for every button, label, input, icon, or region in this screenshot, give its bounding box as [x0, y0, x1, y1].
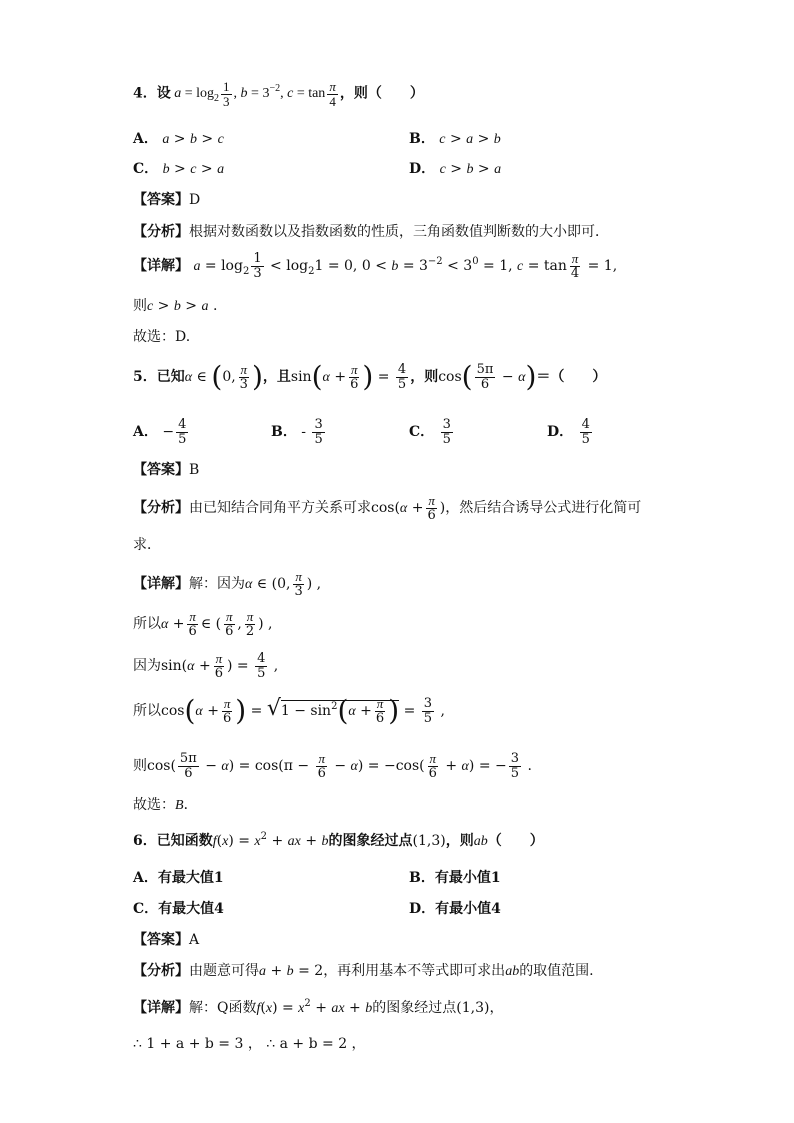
q5-analysis: 【分析】由已知结合同角平方关系可求cos(α + $\frac{\pi}{6}$ )，然后结合诱导公式进行化简可: [133, 493, 642, 523]
q5-option-d: D． $\frac{4}{5}$: [547, 417, 590, 447]
q4-answer: 【答案】D: [133, 192, 201, 208]
q4-option-a: A． a > b > c: [133, 131, 224, 147]
q5-step1: 所以α + $\frac{\pi}{6}$ ∈ ( $\frac{\pi}{6}$ , $\frac{\pi}{2}$ ) ,: [133, 609, 273, 639]
q6-detail: 【详解】解：Q函数$f(x) = x^2$ + ax + b的图象经过点(1,3)，: [133, 998, 504, 1016]
q4-analysis: 【分析】根据对数函数以及指数函数的性质，三角函数值判断数的大小即可．: [133, 224, 609, 240]
q5-stem: 5．已知α ∈ (0, $\frac{\pi}{3}$ )，且sin(α + $\frac{\pi}{6}$ ) = $\frac{4}{5}$ ，则cos( $\frac{5\pi}{6}$ − α)＝（ ）: [133, 360, 607, 394]
q5-analysis-line2: 求．: [133, 537, 161, 553]
q4-option-b: B． c > a > b: [409, 131, 501, 147]
q4-option-d: D． c > b > a: [409, 161, 502, 177]
q5-option-a: A． − $\frac{4}{5}$: [133, 417, 187, 447]
q6-option-c: C．有最大值4: [133, 901, 224, 917]
q5-step4: 则cos( $\frac{5\pi}{6}$ − α) = cos(π − $\frac{\pi}{6}$ − α) = −cos( $\frac{\pi}{6}$ + α) = − $\frac{3}{5}$ .: [133, 751, 532, 781]
q4-detail: 【详解】 $a = \log_2$ $\frac{1}{3}$ < $\log_21 = 0$, $0 < b = 3^{-2} < 3^0 = 1$, c = tan $\frac{\pi}{4}$ = 1,: [133, 251, 618, 281]
q6-option-b: B．有最小值1: [409, 870, 501, 886]
q6-analysis: 【分析】由题意可得a + b = 2，再利用基本不等式即可求出ab的取值范围.: [133, 963, 594, 979]
q6-stem: 6．已知函数$f(x) = x^2$ + ax + b的图象经过点(1,3)，则ab（ ）: [133, 831, 544, 849]
q5-option-b: B． - $\frac{3}{5}$: [271, 417, 323, 447]
q4-choose: 故选：D.: [133, 329, 191, 345]
q4-stem: 4．设 $a = \log_2$ $\frac{1}{3}$ , $b = 3^{-2}$, c = tan $\frac{\pi}{4}$ ，则（ ）: [133, 79, 424, 109]
q5-answer: 【答案】B: [133, 462, 200, 478]
q6-option-a: A．有最大值1: [133, 870, 224, 886]
q5-step3: 所以cos(α + $\frac{\pi}{6}$ ) = $√1 - \sin^2(\alpha$ + $\frac{\pi}{6}$ ) = $\frac{3}{5}$ ,: [133, 694, 445, 727]
q5-option-c: C． $\frac{3}{5}$: [409, 417, 451, 447]
q4-option-c: C． b > c > a: [133, 161, 225, 177]
q6-option-d: D．有最小值4: [409, 901, 501, 917]
q5-detail: 【详解】解：因为α ∈ (0, $\frac{\pi}{3}$ ) ,: [133, 569, 322, 599]
q6-detail-line2: ∴ 1 + a + b = 3 ， ∴ a + b = 2 ，: [133, 1036, 366, 1052]
q4-conclusion: 则c > b > a .: [133, 298, 218, 314]
q5-step2: 因为sin(α + $\frac{\pi}{6}$ ) = $\frac{4}{5}$ ,: [133, 651, 279, 681]
q6-answer: 【答案】A: [133, 932, 200, 948]
q5-choose: 故选：B．: [133, 797, 198, 813]
